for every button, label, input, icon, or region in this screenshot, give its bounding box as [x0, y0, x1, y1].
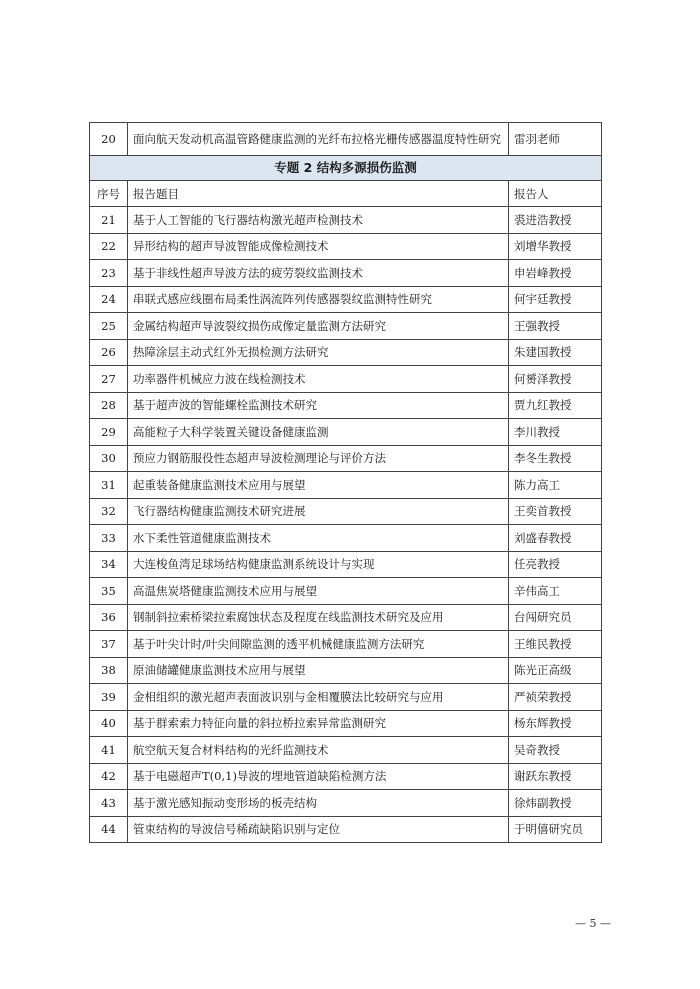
row-number: 29	[90, 419, 128, 446]
row-number: 26	[90, 339, 128, 366]
table-row	[90, 816, 602, 843]
row-number: 38	[90, 657, 128, 684]
row-number: 35	[90, 578, 128, 605]
report-title: 高能粒子大科学装置关键设备健康监测	[128, 419, 509, 446]
row-number: 27	[90, 366, 128, 393]
report-title: 基于叶尖计时/叶尖间隙监测的透平机械健康监测方法研究	[128, 631, 509, 658]
row-number: 39	[90, 684, 128, 711]
report-title: 基于超声波的智能螺栓监测技术研究	[128, 392, 509, 419]
speaker-name: 裘进浩教授	[509, 207, 602, 234]
report-title: 飞行器结构健康监测技术研究进展	[128, 498, 509, 525]
speaker-name: 谢跃东教授	[509, 763, 602, 790]
table-row	[90, 578, 602, 605]
speaker-name: 王维民教授	[509, 631, 602, 658]
table-row	[90, 710, 602, 737]
speaker-name: 何赟泽教授	[509, 366, 602, 393]
table-row	[90, 366, 602, 393]
speaker-name: 台闯研究员	[509, 604, 602, 631]
table-row	[90, 551, 602, 578]
speaker-name: 徐炜副教授	[509, 790, 602, 817]
speaker-name: 于明僖研究员	[509, 816, 602, 843]
table-row	[90, 604, 602, 631]
column-header-number: 序号	[90, 181, 128, 207]
table-row	[90, 123, 602, 156]
row-number: 20	[90, 123, 128, 156]
report-title: 热障涂层主动式红外无损检测方法研究	[128, 339, 509, 366]
speaker-name: 刘盛春教授	[509, 525, 602, 552]
table-row	[90, 631, 602, 658]
table-row	[90, 286, 602, 313]
speaker-name: 陈光正高级	[509, 657, 602, 684]
speaker-name: 王奕首教授	[509, 498, 602, 525]
table-row	[90, 525, 602, 552]
row-number: 43	[90, 790, 128, 817]
report-title: 面向航天发动机高温管路健康监测的光纤布拉格光栅传感器温度特性研究	[128, 123, 509, 156]
table-row	[90, 790, 602, 817]
speaker-name: 王强教授	[509, 313, 602, 340]
row-number: 23	[90, 260, 128, 287]
report-title: 航空航天复合材料结构的光纤监测技术	[128, 737, 509, 764]
speaker-name: 陈力高工	[509, 472, 602, 499]
table-row	[90, 233, 602, 260]
row-number: 25	[90, 313, 128, 340]
row-number: 33	[90, 525, 128, 552]
row-number: 22	[90, 233, 128, 260]
speaker-name: 任亮教授	[509, 551, 602, 578]
report-title: 原油储罐健康监测技术应用与展望	[128, 657, 509, 684]
report-title: 管束结构的导波信号稀疏缺陷识别与定位	[128, 816, 509, 843]
row-number: 24	[90, 286, 128, 313]
report-title: 金属结构超声导波裂纹损伤成像定量监测方法研究	[128, 313, 509, 340]
table-row	[90, 313, 602, 340]
table-row	[90, 472, 602, 499]
table-row	[90, 339, 602, 366]
table-row	[90, 657, 602, 684]
row-number: 42	[90, 763, 128, 790]
report-title: 大连梭鱼湾足球场结构健康监测系统设计与实现	[128, 551, 509, 578]
report-title: 基于非线性超声导波方法的疲劳裂纹监测技术	[128, 260, 509, 287]
speaker-name: 申岩峰教授	[509, 260, 602, 287]
speaker-name: 辛伟高工	[509, 578, 602, 605]
table-row	[90, 737, 602, 764]
speaker-name: 刘增华教授	[509, 233, 602, 260]
row-number: 30	[90, 445, 128, 472]
table-row	[90, 207, 602, 234]
speaker-name: 何宇廷教授	[509, 286, 602, 313]
speaker-name: 李川教授	[509, 419, 602, 446]
section-title: 专题 2 结构多源损伤监测	[90, 156, 602, 181]
report-title: 基于激光感知振动变形场的板壳结构	[128, 790, 509, 817]
row-number: 31	[90, 472, 128, 499]
row-number: 32	[90, 498, 128, 525]
report-title: 水下柔性管道健康监测技术	[128, 525, 509, 552]
speaker-name: 李冬生教授	[509, 445, 602, 472]
table-row	[90, 392, 602, 419]
report-title: 钢制斜拉索桥梁拉索腐蚀状态及程度在线监测技术研究及应用	[128, 604, 509, 631]
row-number: 21	[90, 207, 128, 234]
speaker-name: 杨东辉教授	[509, 710, 602, 737]
agenda-table-body	[90, 123, 602, 843]
table-row	[90, 260, 602, 287]
row-number: 44	[90, 816, 128, 843]
report-title: 异形结构的超声导波智能成像检测技术	[128, 233, 509, 260]
report-title: 串联式感应线圈布局柔性涡流阵列传感器裂纹监测特性研究	[128, 286, 509, 313]
row-number: 36	[90, 604, 128, 631]
report-title: 预应力钢筋服役性态超声导波检测理论与评价方法	[128, 445, 509, 472]
section-header-row	[90, 156, 602, 181]
report-title: 基于人工智能的飞行器结构激光超声检测技术	[128, 207, 509, 234]
report-title: 高温焦炭塔健康监测技术应用与展望	[128, 578, 509, 605]
report-title: 功率器件机械应力波在线检测技术	[128, 366, 509, 393]
column-header-title: 报告题目	[128, 181, 509, 207]
column-header-speaker: 报告人	[509, 181, 602, 207]
table-row	[90, 419, 602, 446]
speaker-name: 贾九红教授	[509, 392, 602, 419]
report-title: 基于电磁超声T(0,1)导波的埋地管道缺陷检测方法	[128, 763, 509, 790]
row-number: 28	[90, 392, 128, 419]
speaker-name: 朱建国教授	[509, 339, 602, 366]
speaker-name: 吴奇教授	[509, 737, 602, 764]
row-number: 34	[90, 551, 128, 578]
table-row	[90, 763, 602, 790]
table-row	[90, 445, 602, 472]
column-header-row	[90, 181, 602, 207]
table-row	[90, 684, 602, 711]
row-number: 40	[90, 710, 128, 737]
report-title: 基于群索索力特征向量的斜拉桥拉索异常监测研究	[128, 710, 509, 737]
speaker-name: 雷羽老师	[509, 123, 602, 156]
report-title: 金相组织的激光超声表面波识别与金相覆膜法比较研究与应用	[128, 684, 509, 711]
row-number: 37	[90, 631, 128, 658]
speaker-name: 严祯荣教授	[509, 684, 602, 711]
agenda-table	[89, 122, 602, 843]
report-title: 起重装备健康监测技术应用与展望	[128, 472, 509, 499]
table-row	[90, 498, 602, 525]
row-number: 41	[90, 737, 128, 764]
page-number: — 5 —	[575, 917, 611, 930]
